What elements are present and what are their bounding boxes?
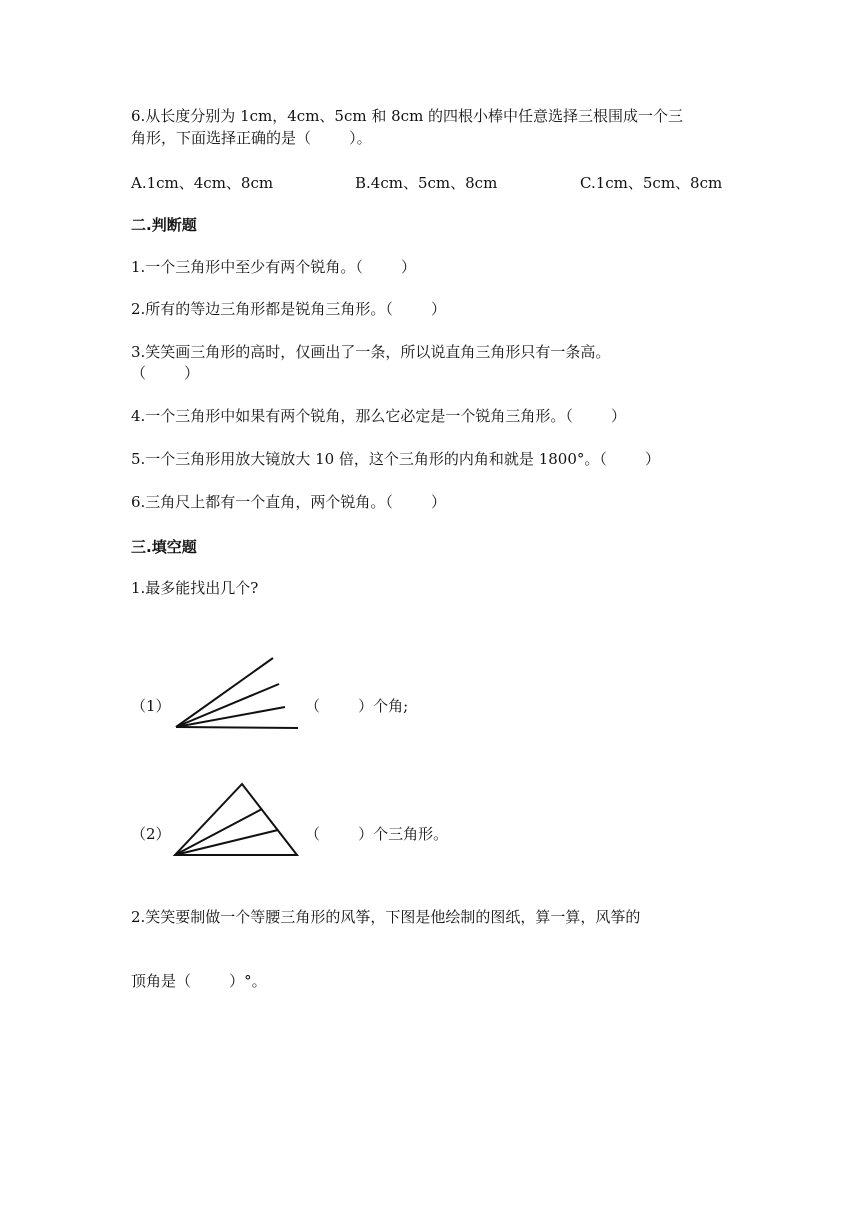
- figure-1-label: （1）: [131, 697, 171, 715]
- figure-2-label: （2）: [131, 825, 171, 843]
- option-a: A.1cm、4cm、8cm: [131, 174, 274, 192]
- ray-3: [176, 707, 285, 727]
- figure-1-answer: （ ）个角;: [305, 697, 409, 715]
- angles-figure: [176, 658, 298, 728]
- section-2-heading: 二.判断题: [131, 216, 197, 234]
- judge-item-4: 4.一个三角形中如果有两个锐角，那么它必定是一个锐角三角形。（ ）: [131, 407, 626, 425]
- section-3-heading: 三.填空题: [131, 538, 197, 556]
- triangles-figure: [175, 784, 297, 855]
- question-6-line-1: 6.从长度分别为 1cm，4cm、5cm 和 8cm 的四根小棒中任意选择三根围成一个三: [131, 107, 684, 125]
- judge-item-2: 2.所有的等边三角形都是锐角三角形。（ ）: [131, 300, 446, 318]
- judge-item-1: 1.一个三角形中至少有两个锐角。（ ）: [131, 258, 416, 276]
- option-c: C.1cm、5cm、8cm: [580, 174, 723, 192]
- fill-question-2-line-2: 顶角是（ ）°。: [131, 972, 267, 990]
- inner-line-2: [175, 830, 278, 855]
- inner-line-1: [175, 809, 262, 855]
- ray-4: [176, 727, 298, 728]
- judge-item-6: 6.三角尺上都有一个直角，两个锐角。（ ）: [131, 493, 446, 511]
- judge-item-3: 3.笑笑画三角形的高时，仅画出了一条，所以说直角三角形只有一条高。: [131, 343, 611, 361]
- fill-question-1-prompt: 1.最多能找出几个?: [131, 579, 259, 597]
- judge-item-3-answer: （ ）: [131, 364, 200, 382]
- question-6-line-2: 角形，下面选择正确的是（ ）。: [131, 129, 372, 147]
- figure-2-answer: （ ）个三角形。: [305, 825, 449, 843]
- judge-item-5: 5.一个三角形用放大镜放大 10 倍，这个三角形的内角和就是 1800°。（ ）: [131, 450, 661, 468]
- option-b: B.4cm、5cm、8cm: [355, 174, 498, 192]
- fill-question-2-line-1: 2.笑笑要制做一个等腰三角形的风筝，下图是他绘制的图纸，算一算，风筝的: [131, 908, 641, 926]
